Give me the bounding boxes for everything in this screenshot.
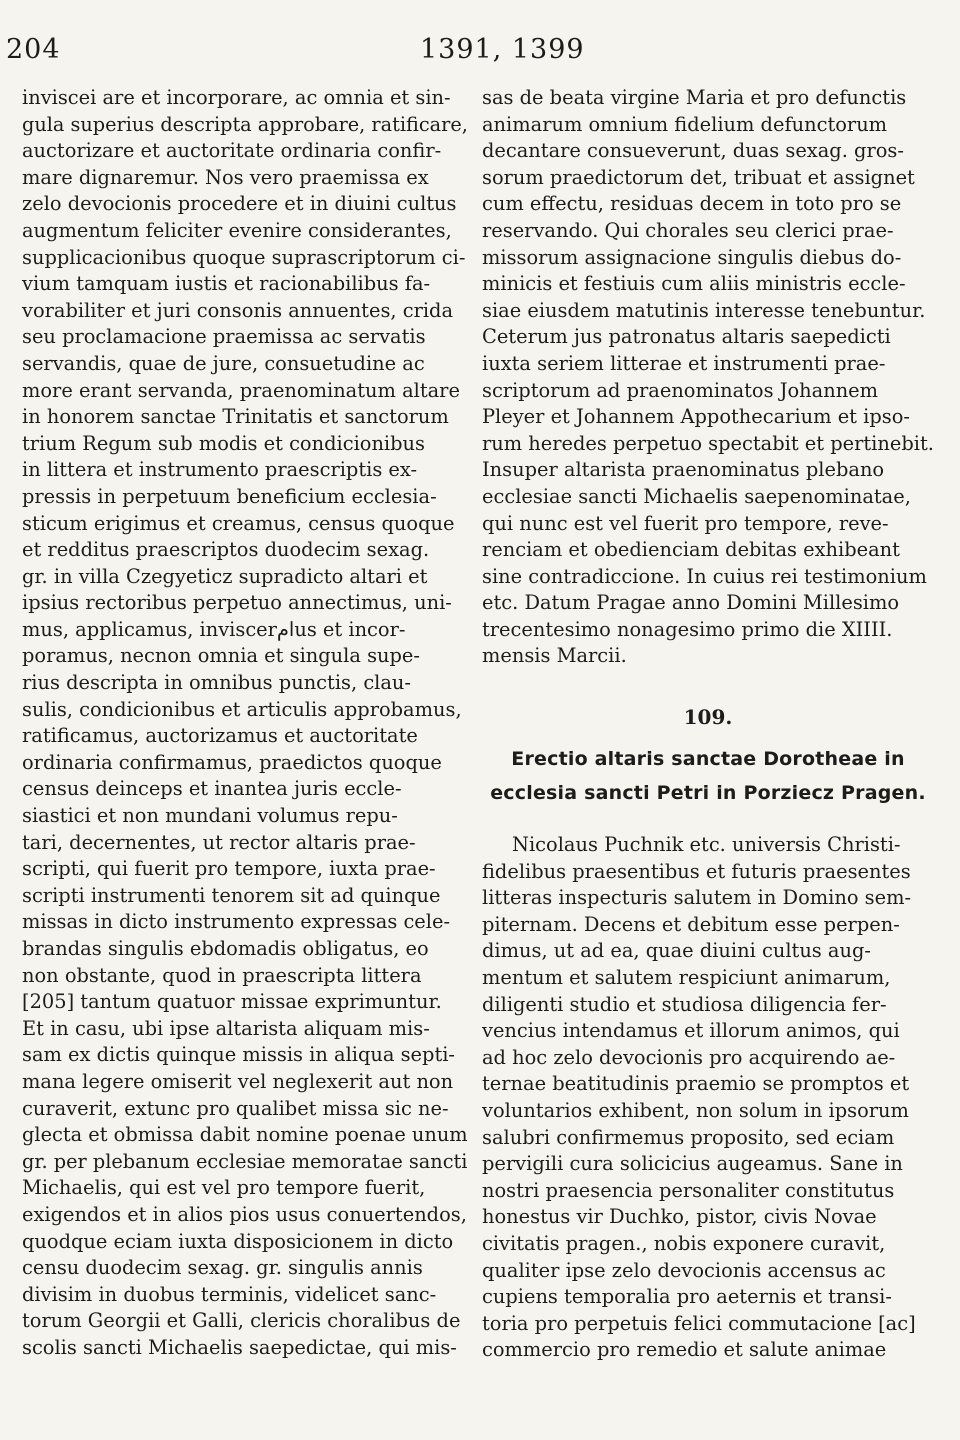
text-line: mensis Marcii. — [482, 644, 627, 668]
text-line: qui nunc est vel fuerit pro tempore, reve- — [482, 511, 889, 535]
left-text-column — [22, 85, 468, 1362]
text-line: trecentesimo nonagesimo primo die XIIII. — [482, 617, 893, 641]
text-line: cupiens temporalia pro aeternis et transi- — [482, 1285, 892, 1309]
text-line: censu duodecim sexag. gr. singulis annis — [22, 1256, 423, 1280]
text-line: scripti instrumenti tenorem sit ad quinque — [22, 883, 441, 907]
text-line: litteras inspecturis salutem in Domino sem- — [482, 886, 912, 910]
text-line: toria pro perpetuis felici commutacione [ac] — [482, 1311, 916, 1335]
text-line: tari, decernentes, ut rector altaris prae- — [22, 830, 416, 854]
text-line: ecclesiae sancti Michaelis saepenominatae, — [482, 484, 911, 508]
text-line: ratificamus, auctorizamus et auctoritate — [22, 724, 418, 748]
text-line: ad hoc zelo devocionis pro acquirendo ae- — [482, 1045, 896, 1069]
text-line: rum heredes perpetuo spectabit et pertinebit. — [482, 431, 934, 455]
text-line: sorum praedictorum det, tribuat et assignet — [482, 165, 915, 189]
text-line: cum effectu, residuas decem in toto pro se — [482, 192, 902, 216]
text-line: pervigili cura solicicius augeamus. Sane in — [482, 1152, 903, 1176]
running-head — [0, 26, 960, 66]
text-line: animarum omnium fidelium defunctorum — [482, 112, 888, 136]
text-line: scolis sancti Michaelis saepedictae, qui mis- — [22, 1335, 457, 1359]
text-line: brandas singulis ebdomadis obligatus, eo — [22, 937, 429, 960]
text-line: Et in casu, ubi ipse altarista aliquam mis- — [22, 1016, 430, 1040]
text-line: supplicacionibus quoque suprascriptorum ci- — [22, 245, 466, 269]
text-line: siastici et non mundani volumus repu- — [22, 804, 398, 828]
text-line: voluntarios exhibent, non solum in ipsorum — [482, 1099, 909, 1122]
text-line: reservando. Qui chorales seu clerici prae- — [482, 218, 894, 242]
text-line: mare dignaremur. Nos vero praemissa ex — [22, 165, 429, 189]
text-line: non obstante, quod in praescripta littera — [22, 963, 422, 987]
text-line: quodque eciam iuxta disposicionem in dicto — [22, 1229, 454, 1253]
text-line: decantare consueverunt, duas sexag. gros- — [482, 139, 904, 163]
text-line: curaverit, extunc pro qualibet missa sic ne- — [22, 1096, 449, 1120]
text-line: vencius intendamus et illorum animos, qui — [482, 1019, 900, 1043]
right-text-column — [482, 85, 934, 1364]
text-line: Michaelis, qui est vel pro tempore fuerit, — [22, 1176, 426, 1200]
text-line: mentum et salutem respiciunt animarum, — [482, 966, 891, 990]
text-line: etc. Datum Pragae anno Domini Millesimo — [482, 591, 900, 615]
text-line: torum Georgii et Galli, clericis choralibus de — [22, 1309, 461, 1333]
text-line: gula superius descripta approbare, ratificare, — [22, 112, 468, 136]
text-line: sine contradiccione. In cuius rei testimonium — [482, 564, 927, 588]
text-line: nostri praesencia personaliter constitutus — [482, 1178, 895, 1202]
text-line: diligenti studio et studiosa diligencia fer- — [482, 992, 887, 1016]
text-line: commercio pro remedio et salute animae — [482, 1338, 887, 1362]
text-line: trium Regum sub modis et condicionibus — [22, 431, 425, 455]
text-line: in littera et instrumento praescriptis ex- — [22, 458, 418, 482]
text-line: Ceterum jus patronatus altaris saepedicti — [482, 325, 891, 349]
text-line: Nicolaus Puchnik etc. universis Christi- — [512, 833, 901, 857]
text-line: vium tamquam iustis et racionabilibus fa- — [22, 272, 431, 296]
text-line: civitatis pragen., nobis exponere curavit, — [482, 1231, 886, 1255]
text-line: divisim in duobus terminis, videlicet sanc- — [22, 1282, 437, 1306]
text-line: poramus, necnon omnia et singula supe- — [22, 644, 420, 668]
document-title-line-1: Erectio altaris sanctae Dorotheae in — [511, 748, 905, 771]
text-line: more erant servanda, praenominatum altare — [22, 378, 460, 402]
text-line: in honorem sanctae Trinitatis et sanctorum — [22, 405, 449, 429]
text-line: honestus vir Duchko, pistor, civis Novae — [482, 1205, 877, 1229]
text-line: qualiter ipse zelo devocionis accensus ac — [482, 1258, 886, 1282]
document-number: 109. — [683, 705, 733, 730]
year-range: 1391, 1399 — [420, 34, 585, 65]
text-line: augmentum feliciter evenire considerantes, — [22, 218, 452, 242]
text-line: mana legere omiserit vel neglexerit aut non — [22, 1069, 454, 1093]
text-line: ipsius rectoribus perpetuo annectimus, uni- — [22, 591, 452, 615]
text-line: census deinceps et inantea juris eccle- — [22, 777, 402, 801]
text-line: sticum erigimus et creamus, census quoque — [22, 511, 455, 535]
text-line: gr. in villa Czegyeticz supradicto altari et — [22, 564, 428, 588]
text-line: iuxta seriem litterae et instrumenti prae- — [482, 351, 886, 375]
text-line: mus, applicamus, inviscerامus et incor- — [22, 617, 406, 641]
right-column-top-text — [482, 85, 934, 670]
text-line: salubri confirmemus proposito, sed eciam — [482, 1125, 895, 1149]
text-line: Insuper altarista praenominatus plebano — [482, 458, 885, 482]
text-line: Pleyer et Johannem Appothecarium et ipso- — [482, 405, 910, 429]
text-line: minicis et festiuis cum aliis ministris eccle- — [482, 272, 906, 296]
text-line: [205] tantum quatuor missae exprimuntur. — [22, 990, 442, 1014]
text-line: sas de beata virgine Maria et pro defunctis — [482, 86, 907, 109]
text-line: rius descripta in omnibus punctis, clau- — [22, 671, 411, 695]
text-line: sam ex dictis quinque missis in aliqua septi- — [22, 1043, 455, 1067]
text-line: missas in dicto instrumento expressas cele- — [22, 910, 451, 934]
text-line: dimus, ut ad ea, quae diuini cultus aug- — [482, 939, 871, 963]
text-line: seu proclamacione praemissa ac servatis — [22, 325, 426, 349]
document-title-line-2: ecclesia sancti Petri in Porziecz Pragen. — [490, 782, 926, 805]
text-line: renciam et obedienciam debitas exhibeant — [482, 538, 900, 562]
right-column-bottom-text — [482, 832, 934, 1364]
text-line: scriptorum ad praenominatos Johannem — [482, 378, 879, 402]
text-line: pressis in perpetuum beneficium ecclesia- — [22, 484, 437, 508]
text-line: glecta et obmissa dabit nomine poenae unum — [22, 1123, 468, 1147]
text-line: vorabiliter et juri consonis annuentes, crida — [22, 298, 454, 322]
page-number: 204 — [6, 34, 61, 65]
text-line: ordinaria confirmamus, praedictos quoque — [22, 750, 442, 774]
text-line: ternae beatitudinis praemio se promptos et — [482, 1072, 910, 1096]
text-line: auctorizare et auctoritate ordinaria confir- — [22, 139, 442, 163]
text-line: siae eiusdem matutinis interesse tenebuntur. — [482, 298, 926, 322]
text-line: scripti, qui fuerit pro tempore, iuxta prae- — [22, 857, 436, 881]
text-line: zelo devocionis procedere et in diuini cultus — [22, 192, 457, 216]
text-line: et redditus praescriptos duodecim sexag. — [22, 538, 430, 562]
text-line: servandis, quae de jure, consuetudine ac — [22, 351, 425, 375]
document-heading — [482, 704, 934, 810]
text-line: inviscei are et incorporare, ac omnia et sin- — [22, 86, 451, 109]
text-line: piternam. Decens et debitum esse perpen- — [482, 912, 900, 936]
text-line: fidelibus praesentibus et futuris praesentes — [482, 859, 911, 883]
text-line: gr. per plebanum ecclesiae memoratae sancti — [22, 1149, 468, 1173]
text-line: exigendos et in alios pios usus conuertendos, — [22, 1202, 467, 1226]
text-line: sulis, condicionibus et articulis approbamus, — [22, 697, 462, 721]
text-line: missorum assignacione singulis diebus do- — [482, 245, 902, 269]
